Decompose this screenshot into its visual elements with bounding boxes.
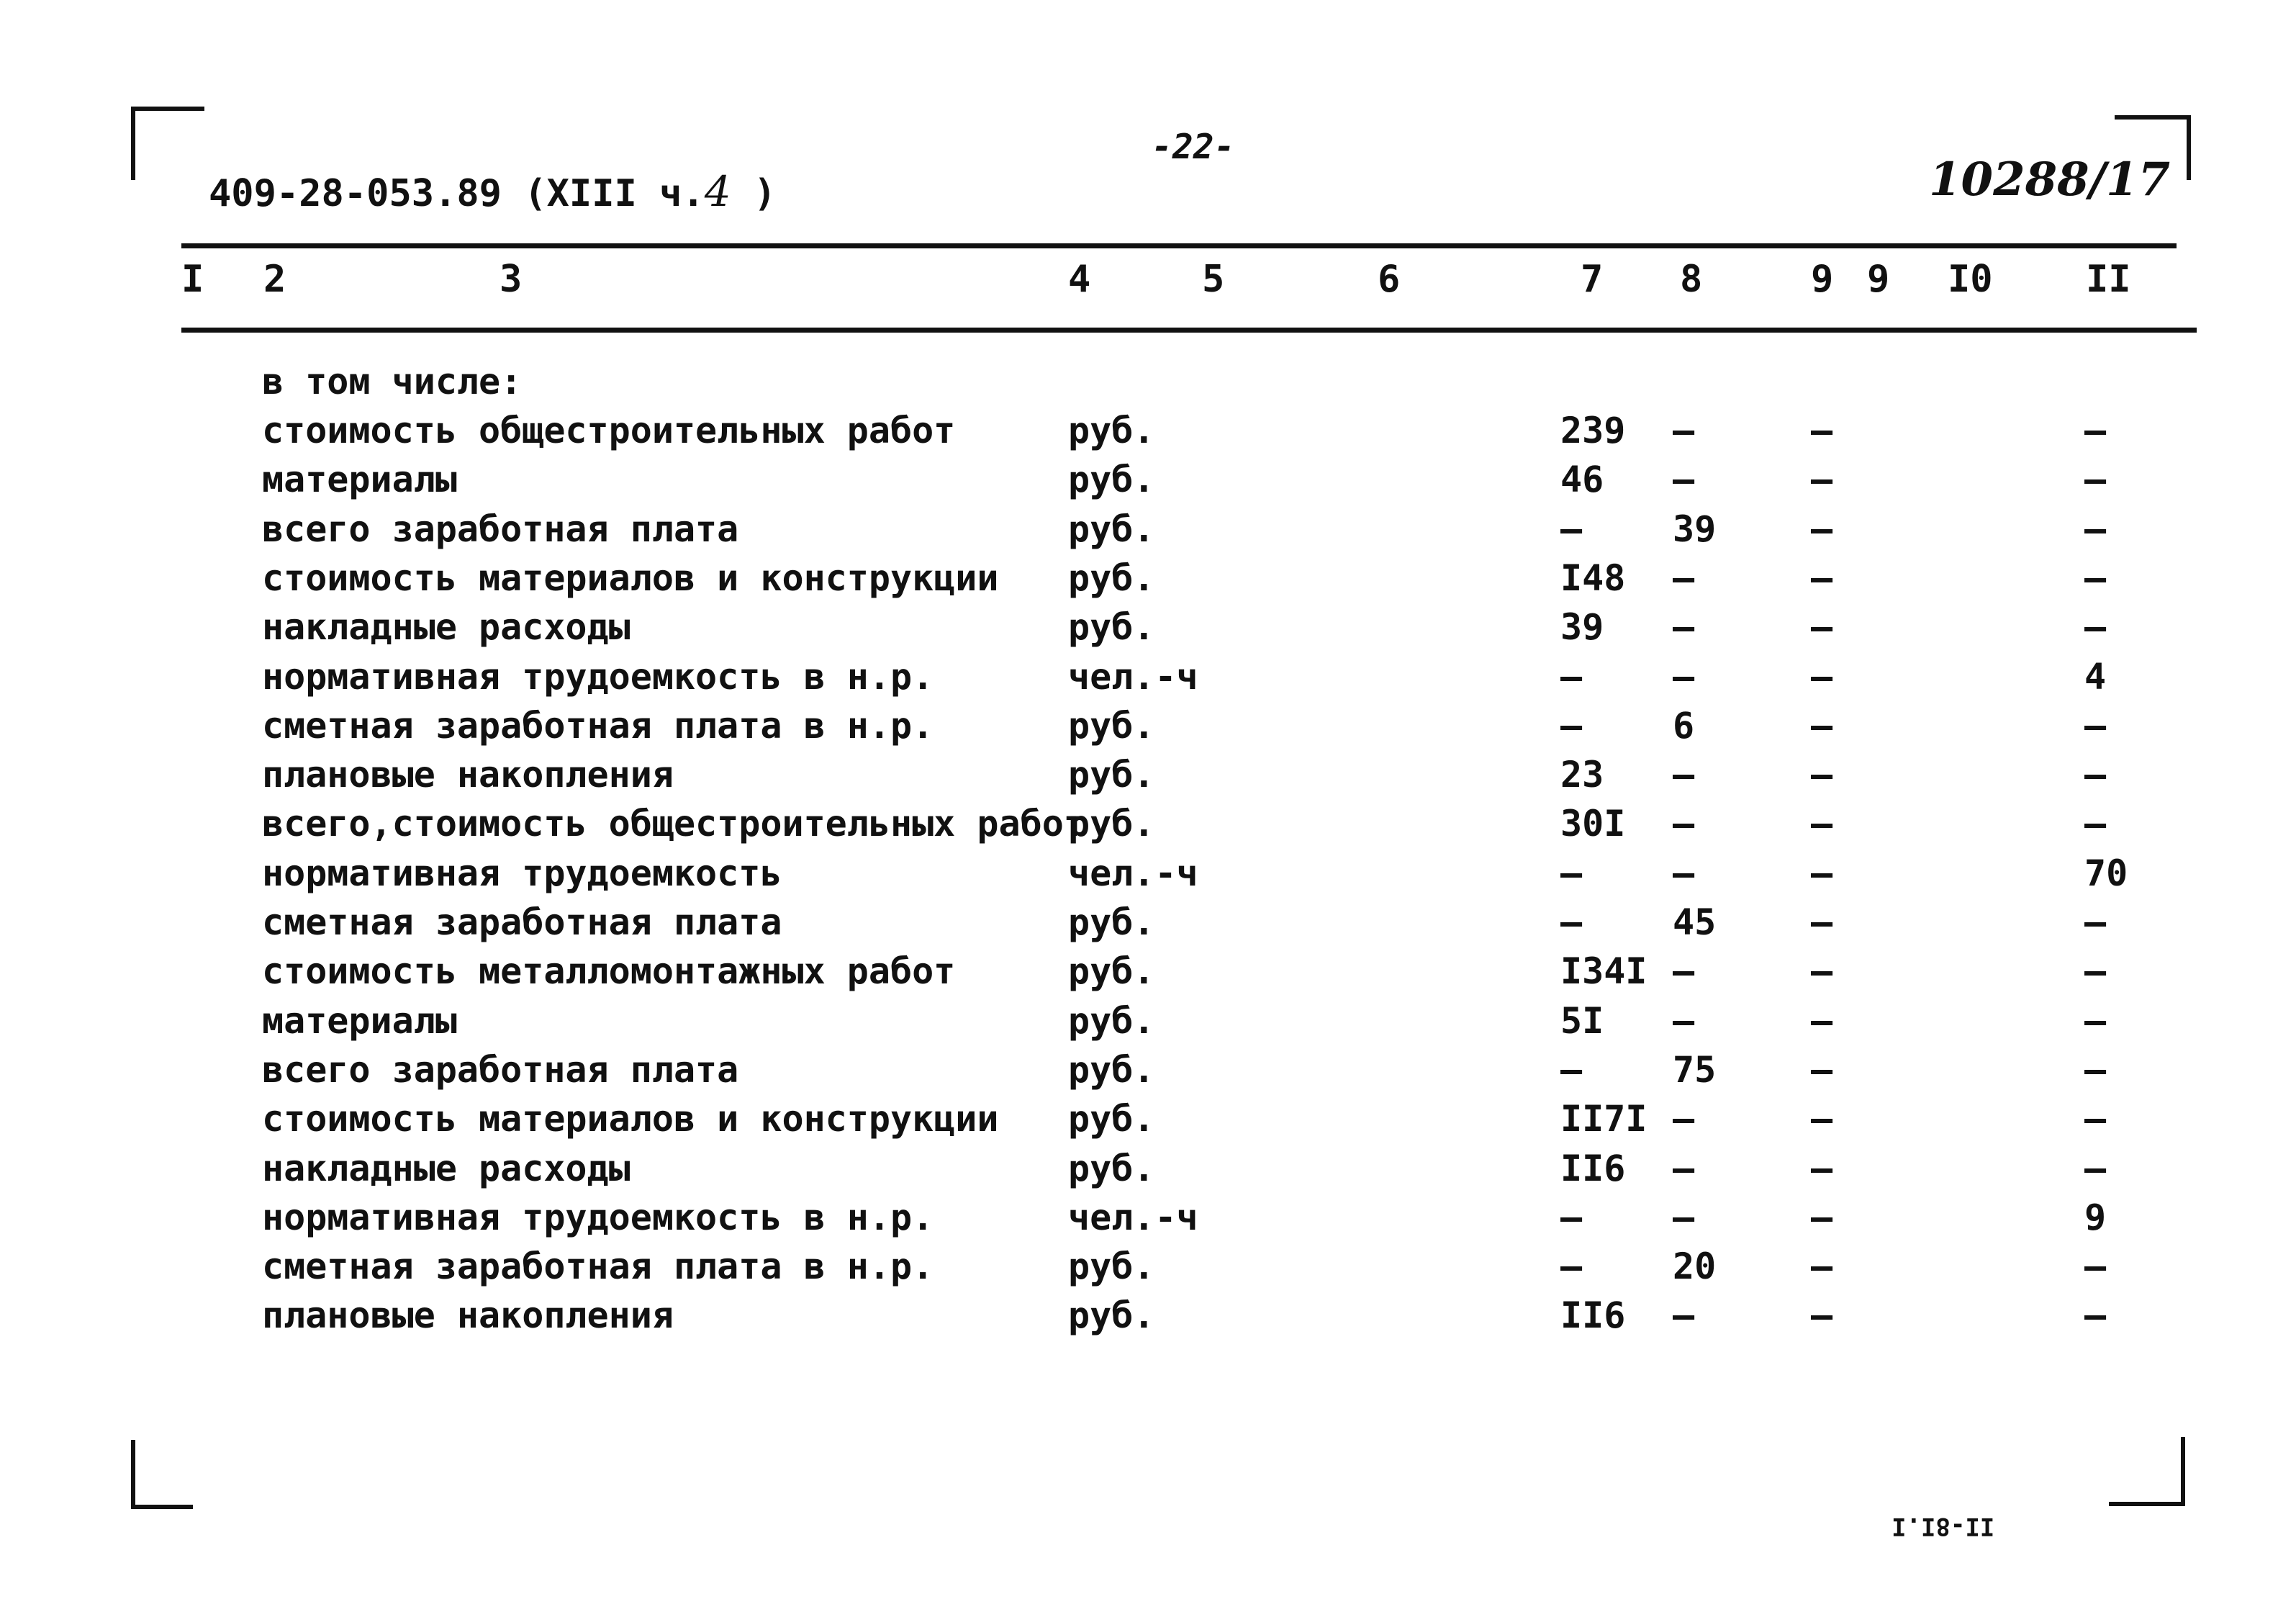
row-col-8: – <box>1673 1148 1695 1189</box>
row-name: накладные расходы <box>262 1148 631 1189</box>
row-col-11: – <box>2084 705 2107 747</box>
row-col-8: 39 <box>1673 508 1717 550</box>
row-col-7: – <box>1560 705 1583 747</box>
table-row <box>0 1291 2296 1340</box>
column-header: 9 <box>1811 258 1834 301</box>
row-col-7: 239 <box>1560 410 1626 451</box>
row-unit: руб. <box>1068 1000 1155 1042</box>
column-header: 7 <box>1581 258 1604 301</box>
row-col-11: – <box>2084 1246 2107 1287</box>
table-row <box>0 849 2296 898</box>
row-col-9: – <box>1811 656 1833 698</box>
row-col-7: – <box>1560 1246 1583 1287</box>
table-row <box>0 1242 2296 1291</box>
row-col-9: – <box>1811 1000 1833 1042</box>
document-code-text: 409-28-053.89 (XIII ч. <box>209 172 705 215</box>
footer-code: II-8I.I <box>1892 1512 1995 1541</box>
corner-mark-bottom-left <box>131 1440 193 1509</box>
row-col-8: – <box>1673 852 1695 894</box>
row-col-7: II6 <box>1560 1148 1626 1189</box>
corner-mark-top-left <box>131 107 204 180</box>
row-col-9: – <box>1811 1246 1833 1287</box>
row-name: стоимость общестроительных работ <box>262 410 956 451</box>
row-name: плановые накопления <box>262 1294 674 1336</box>
table-row <box>0 554 2296 603</box>
column-header: I <box>181 258 204 301</box>
row-col-11: 70 <box>2084 852 2128 894</box>
row-col-11: – <box>2084 901 2107 943</box>
table-row <box>0 505 2296 554</box>
row-unit: руб. <box>1068 1049 1155 1091</box>
row-col-11: 4 <box>2084 656 2107 698</box>
page-number: -22- <box>1152 127 1235 167</box>
row-col-9: – <box>1811 705 1833 747</box>
row-col-7: 30I <box>1560 803 1626 844</box>
row-col-7: – <box>1560 852 1583 894</box>
row-unit: руб. <box>1068 1246 1155 1287</box>
row-col-7: 46 <box>1560 459 1604 500</box>
row-col-8: – <box>1673 606 1695 648</box>
table-row <box>0 603 2296 652</box>
row-col-7: 39 <box>1560 606 1604 648</box>
row-unit: руб. <box>1068 410 1155 451</box>
row-col-8: – <box>1673 1098 1695 1140</box>
row-col-7: I48 <box>1560 557 1626 599</box>
table-row <box>0 898 2296 947</box>
row-col-9: – <box>1811 1098 1833 1140</box>
table-row <box>0 799 2296 848</box>
column-header: 8 <box>1680 258 1703 301</box>
row-col-9: – <box>1811 410 1833 451</box>
row-unit: руб. <box>1068 705 1155 747</box>
column-header: II <box>2086 258 2131 301</box>
row-unit: руб. <box>1068 950 1155 992</box>
table-header-rule <box>181 328 2197 333</box>
table-row <box>0 1045 2296 1094</box>
table-row <box>0 1144 2296 1193</box>
row-col-11: – <box>2084 754 2107 796</box>
column-header: 5 <box>1202 258 1225 301</box>
row-col-9: – <box>1811 1148 1833 1189</box>
row-col-9: – <box>1811 459 1833 500</box>
row-col-11: 9 <box>2084 1197 2107 1238</box>
row-col-9: – <box>1811 901 1833 943</box>
row-col-11: – <box>2084 1294 2107 1336</box>
row-col-9: – <box>1811 557 1833 599</box>
row-name: нормативная трудоемкость в н.р. <box>262 656 934 698</box>
row-name: плановые накопления <box>262 754 674 796</box>
document-code <box>209 167 776 216</box>
row-name: всего заработная плата <box>262 1049 739 1091</box>
row-col-11: – <box>2084 557 2107 599</box>
row-col-11: – <box>2084 803 2107 844</box>
row-col-8: – <box>1673 1294 1695 1336</box>
row-unit: руб. <box>1068 803 1155 844</box>
row-col-9: – <box>1811 1294 1833 1336</box>
column-header: 6 <box>1378 258 1401 301</box>
row-col-11: – <box>2084 508 2107 550</box>
row-name: нормативная трудоемкость в н.р. <box>262 1197 934 1238</box>
row-col-7: – <box>1560 656 1583 698</box>
row-unit: руб. <box>1068 557 1155 599</box>
row-name: материалы <box>262 459 457 500</box>
column-header: 3 <box>500 258 523 301</box>
row-col-9: – <box>1811 508 1833 550</box>
column-header: 9 <box>1867 258 1890 301</box>
row-name: стоимость материалов и конструкции <box>262 557 999 599</box>
row-col-11: – <box>2084 1148 2107 1189</box>
row-col-8: – <box>1673 459 1695 500</box>
row-unit: руб. <box>1068 754 1155 796</box>
row-col-9: – <box>1811 1049 1833 1091</box>
row-name: материалы <box>262 1000 457 1042</box>
table-row <box>0 1094 2296 1143</box>
row-name: стоимость металломонтажных работ <box>262 950 956 992</box>
document-code-close: ) <box>753 172 777 215</box>
row-col-7: 23 <box>1560 754 1604 796</box>
column-header: I0 <box>1948 258 1993 301</box>
row-col-7: – <box>1560 1197 1583 1238</box>
row-col-7: 5I <box>1560 1000 1604 1042</box>
row-col-8: – <box>1673 754 1695 796</box>
row-name: всего,стоимость общестроительных работ <box>262 803 1085 844</box>
row-col-9: – <box>1811 754 1833 796</box>
table-row <box>0 652 2296 701</box>
row-col-8: – <box>1673 557 1695 599</box>
table-row <box>0 406 2296 455</box>
section-label: в том числе: <box>262 361 523 402</box>
row-col-9: – <box>1811 803 1833 844</box>
row-col-7: – <box>1560 1049 1583 1091</box>
row-unit: чел.-ч <box>1068 852 1198 894</box>
row-unit: руб. <box>1068 606 1155 648</box>
row-col-8: 6 <box>1673 705 1695 747</box>
row-col-11: – <box>2084 1098 2107 1140</box>
handwritten-registration-number: 10288/17 <box>1929 153 2171 207</box>
row-unit: чел.-ч <box>1068 656 1198 698</box>
row-col-8: 20 <box>1673 1246 1717 1287</box>
row-unit: руб. <box>1068 1294 1155 1336</box>
row-col-8: – <box>1673 950 1695 992</box>
row-col-8: – <box>1673 1197 1695 1238</box>
table-row <box>0 947 2296 996</box>
row-col-8: – <box>1673 656 1695 698</box>
corner-mark-bottom-right <box>2109 1437 2185 1506</box>
column-header: 4 <box>1068 258 1091 301</box>
row-col-11: – <box>2084 1049 2107 1091</box>
row-col-9: – <box>1811 950 1833 992</box>
table-row <box>0 701 2296 750</box>
row-col-7: – <box>1560 508 1583 550</box>
row-unit: чел.-ч <box>1068 1197 1198 1238</box>
row-name: стоимость материалов и конструкции <box>262 1098 999 1140</box>
row-col-11: – <box>2084 410 2107 451</box>
row-col-8: – <box>1673 803 1695 844</box>
row-col-11: – <box>2084 606 2107 648</box>
row-unit: руб. <box>1068 1148 1155 1189</box>
row-col-8: 75 <box>1673 1049 1717 1091</box>
row-col-9: – <box>1811 606 1833 648</box>
row-col-11: – <box>2084 459 2107 500</box>
document-part-handwritten: 4 <box>704 167 731 216</box>
row-unit: руб. <box>1068 901 1155 943</box>
table-row <box>0 455 2296 504</box>
row-col-7: I34I <box>1560 950 1648 992</box>
table-row <box>0 750 2296 799</box>
row-name: нормативная трудоемкость <box>262 852 782 894</box>
table-top-rule <box>181 243 2177 248</box>
column-header: 2 <box>263 258 286 301</box>
row-col-7: – <box>1560 901 1583 943</box>
table-row <box>0 1193 2296 1242</box>
row-name: накладные расходы <box>262 606 631 648</box>
row-name: всего заработная плата <box>262 508 739 550</box>
row-col-9: – <box>1811 852 1833 894</box>
row-unit: руб. <box>1068 508 1155 550</box>
row-name: сметная заработная плата в н.р. <box>262 705 934 747</box>
row-col-8: 45 <box>1673 901 1717 943</box>
row-col-8: – <box>1673 1000 1695 1042</box>
row-col-7: II6 <box>1560 1294 1626 1336</box>
row-col-11: – <box>2084 1000 2107 1042</box>
row-col-8: – <box>1673 410 1695 451</box>
row-col-9: – <box>1811 1197 1833 1238</box>
row-col-7: II7I <box>1560 1098 1648 1140</box>
row-name: сметная заработная плата в н.р. <box>262 1246 934 1287</box>
row-col-11: – <box>2084 950 2107 992</box>
row-unit: руб. <box>1068 1098 1155 1140</box>
row-unit: руб. <box>1068 459 1155 500</box>
row-name: сметная заработная плата <box>262 901 782 943</box>
table-row <box>0 996 2296 1045</box>
